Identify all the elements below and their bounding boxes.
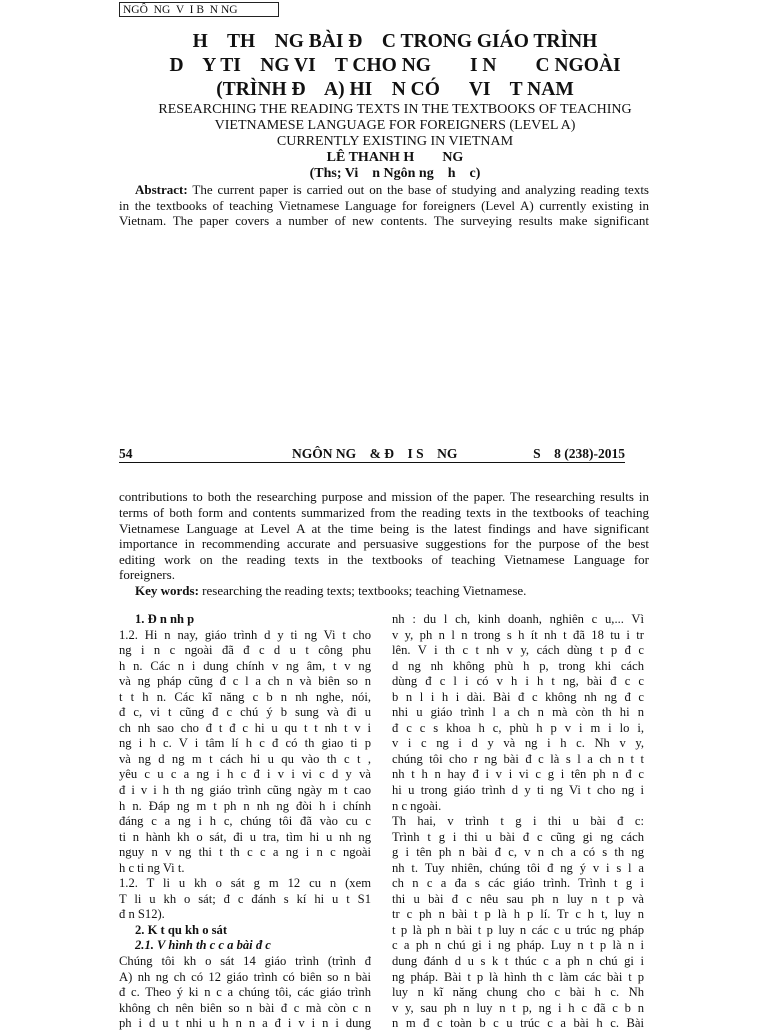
abstract-text-1: The current paper is carried out on the base of studying and analyzing reading texts <box>187 182 649 197</box>
right-column-line: v i c ng i d y và ng i h c. Nh v y, <box>392 736 644 751</box>
right-column-line: b n l i h i dài. Bài đ c không nh ng đ c <box>392 689 644 704</box>
right-column-line: dung đánh d u s k t thúc c a ph n chú gi i <box>392 954 644 969</box>
left-column-line: nguy n v ng thi t th c c a ng i n c ngoài <box>119 845 371 860</box>
continuation-line-1: contributions to both the researching purpose and mission of the paper. The researching results in <box>119 489 649 504</box>
left-column-line: và ng d ng m t cách hi u qu vào th c t , <box>119 751 371 766</box>
left-column-line: đ i v i h th ng giáo trình cũng ngày m t cao <box>119 783 371 798</box>
right-column-line: d ng nh không phù h p, trong khi cách <box>392 658 644 673</box>
english-title-line-1: RESEARCHING THE READING TEXTS IN THE TEXTBOOKS OF TEACHING <box>158 102 632 117</box>
right-column-line: g i tên ph n bài đ c, v n ch a có s th ng <box>392 845 644 860</box>
left-column-line: T li u kh o sát; đ c đánh s kí hi u t S1 <box>119 891 371 906</box>
right-column-line: t p là ph n bài t p luy n các c u trúc ng pháp <box>392 922 644 937</box>
left-column-line: ti n hành kh o sát, đi u tra, tìm hi u nh ng <box>119 829 371 844</box>
right-column-line: hi u trong giáo trình d y ti ng Vi t cho ng i <box>392 783 644 798</box>
continuation-line-6: foreigners. <box>119 567 175 582</box>
left-column-line: đ c. Theo ý ki n c a chúng tôi, các giáo trình <box>119 985 371 1000</box>
left-column-line: đ n S12). <box>119 907 165 922</box>
journal-header-box: NGÔ NG V I B N NG <box>119 2 279 17</box>
left-column-line: 1.2. Hi n nay, giáo trình d y ti ng Vi t cho <box>119 627 371 642</box>
left-column-line: không ch nên biên so n bài đ c mà còn c n <box>119 1000 371 1015</box>
title-line-3: (TRÌNH Đ A) HI N CÓ VI T NAM <box>216 79 574 100</box>
left-column-line: Chúng tôi kh o sát 14 giáo trình (trình đ <box>119 954 371 969</box>
abstract-line-2: in the textbooks of teaching Vietnamese Language for foreigners (Level A) currently existing in <box>119 198 649 213</box>
right-column-line: lên. V i th c t nh v y, cách dùng t p đ c <box>392 643 644 658</box>
right-column-line: Th hai, v trình t g i thi u bài đ c: <box>392 814 644 829</box>
keywords-text: researching the reading texts; textbooks; teaching Vietnamese. <box>198 583 527 598</box>
left-column-line: yêu c u c a ng i h c đ i v i vi c d y và <box>119 767 371 782</box>
right-column-line: v y, sau ph n luy n t p, ng i h c đã c b n <box>392 1000 644 1015</box>
right-column-line: c a ph n chú gi i ng pháp. Luy n t p là n i <box>392 938 644 953</box>
english-title-line-2: VIETNAMESE LANGUAGE FOR FOREIGNERS (LEVEL A) <box>214 118 576 133</box>
author-name: LÊ THANH H NG <box>326 150 464 165</box>
left-column <box>119 612 371 1032</box>
right-column-line: dùng đ c l i có v h i h t ng, bài đ c c <box>392 674 644 689</box>
right-column-line: đ c c s khoa h c, phù h p v i m i lo i, <box>392 720 644 735</box>
page-number: 54 <box>119 446 133 461</box>
left-column-line: t t h n. Các kĩ năng c b n nh nghe, nói, <box>119 689 371 704</box>
left-column-line: 2. K t qu kh o sát <box>135 922 228 937</box>
right-column-line: chúng tôi cho r ng bài đ c là s l a ch n t t <box>392 751 644 766</box>
journal-name: NGÔN NG & Đ I S NG <box>292 446 458 461</box>
keywords-line <box>119 583 649 599</box>
author-affiliation: (Ths; Vi n Ngôn ng h c) <box>309 166 481 181</box>
right-column-line: nh t. Tuy nhiên, chúng tôi đ ng ý v i s l a <box>392 860 644 875</box>
right-column-line: n c ngoài. <box>392 798 442 813</box>
right-column-line: tr c ph n bài t p là h p lí. Tr c h t, luy n <box>392 907 644 922</box>
left-column-line: đ c, vi t cũng đ c chú ý b sung và đi u <box>119 705 371 720</box>
issue-number: S 8 (238)-2015 <box>533 446 625 461</box>
right-column-line: nh t h n hay đ i v i vi c g i tên ph n đ c <box>392 767 644 782</box>
english-title-line-3: CURRENTLY EXISTING IN VIETNAM <box>276 134 514 149</box>
continuation-line-5: editing work on the reading texts in the textbooks of teaching Vietnamese Language for <box>119 552 649 567</box>
abstract-line-3: Vietnam. The paper covers a number of new contents. The surveying results make significant <box>119 213 649 228</box>
left-column-line: 1. Đ n nh p <box>135 612 195 626</box>
right-column <box>392 612 644 1032</box>
page-footer <box>119 444 625 463</box>
left-column-line: ng i h c. V i tâm lí h c đ có th giao ti p <box>119 736 371 751</box>
left-column-line: ph i d u t nhi u h n n a đ i v i n i dung <box>119 1016 371 1031</box>
left-column-line: 1.2. T li u kh o sát g m 12 cu n (xem <box>119 876 371 891</box>
right-column-line: nh : du l ch, kinh doanh, nghiên c u,... Vì <box>392 612 644 626</box>
right-column-line: nhi u giáo trình l a ch n mà còn th hi n <box>392 705 644 720</box>
keywords-label: Key words: <box>135 583 199 598</box>
left-column-line: h n. Các n i dung chính v ng âm, t v ng <box>119 658 371 673</box>
right-column-line: v y, ph n l n trong s h ít nh t đã 18 tu i tr <box>392 627 644 642</box>
right-column-line: ng pháp. Bài t p là hình th c làm các bài t p <box>392 969 644 984</box>
abstract-line-1 <box>119 182 649 198</box>
left-column-line: ch nh sao cho đ t đ c hi u qu t t nh t v i <box>119 720 371 735</box>
left-column-line: đáng c a ng i h c, chúng tôi đã vào cu c <box>119 814 371 829</box>
left-column-line: và ng pháp cũng đ c l a ch n và biên so n <box>119 674 371 689</box>
left-column-line: h n. Đáp ng m t ph n nh ng đòi h i chính <box>119 798 371 813</box>
title-line-1: H TH NG BÀI Đ C TRONG GIÁO TRÌNH <box>192 31 598 52</box>
left-column-line: A) nh ng ch có 12 giáo trình có biên so n bài <box>119 969 371 984</box>
right-column-line: n m đ c toàn b c u trúc c a bài h c. Bài <box>392 1016 644 1031</box>
right-column-line: ch n c a đa s các giáo trình. Trình t g i <box>392 876 644 891</box>
left-column-line: h c ti ng Vi t. <box>119 860 185 875</box>
continuation-line-3: Vietnamese Language at Level A at the time being is the latest findings and have significant <box>119 521 649 536</box>
right-column-line: Trình t g i thi u bài đ c cũng gi ng cách <box>392 829 644 844</box>
right-column-line: thi u bài đ c nêu sau ph n luy n t p và <box>392 891 644 906</box>
left-column-line: ng i n c ngoài đã đ c d u t công phu <box>119 643 371 658</box>
right-column-line: luy n kĩ năng chung cho c bài h c. Nh <box>392 985 644 1000</box>
continuation-line-2: terms of both form and contents summarized from the reading texts in the textbooks of teaching <box>119 505 649 520</box>
continuation-line-4: importance in recommending accurate and persuasive suggestions for the purpose of the best <box>119 536 649 551</box>
title-line-2: D Y TI NG VI T CHO NG I N C NGOÀI <box>169 55 621 76</box>
left-column-line: 2.1. V hình th c c a bài đ c <box>135 938 271 953</box>
abstract-label: Abstract: <box>135 182 188 197</box>
